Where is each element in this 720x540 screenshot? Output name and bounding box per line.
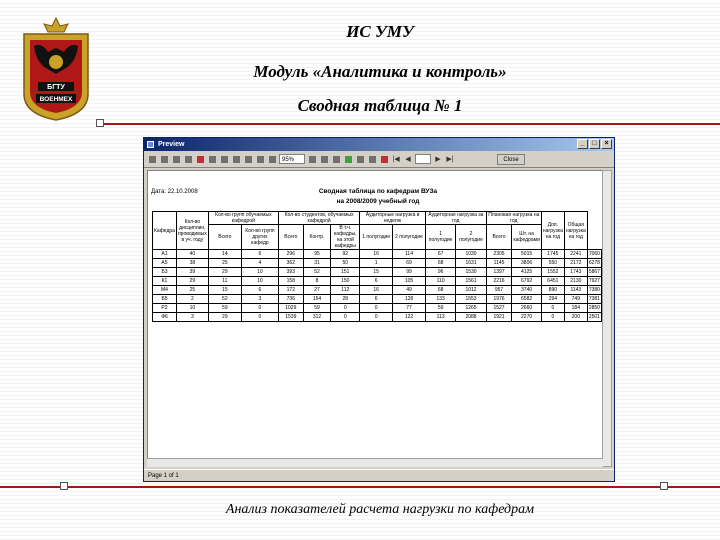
vertical-scrollbar[interactable]: [602, 170, 612, 467]
col-header: Кол-во дисциплин, проводимых в уч. году: [176, 212, 208, 250]
table-cell: 890: [541, 286, 564, 295]
divider-square-marker: [96, 119, 104, 127]
table-cell: 96: [425, 268, 455, 277]
table-cell: 1030: [456, 250, 486, 259]
table-cell: 393: [278, 268, 303, 277]
table-cell: 114: [393, 250, 426, 259]
col-header: 2 полугодие: [393, 225, 426, 250]
app-icon: [147, 141, 154, 148]
table-cell: 69: [393, 259, 426, 268]
table-cell: 29: [208, 313, 241, 322]
table-cell: 5867: [588, 269, 600, 275]
table-cell: 77: [393, 304, 426, 313]
col-header: 1 полугодие: [425, 225, 455, 250]
slide-title-line2: Модуль «Аналитика и контроль»: [253, 62, 507, 81]
table-cell: 59: [208, 304, 241, 313]
table-cell: 16: [360, 286, 393, 295]
table-cell: 52: [303, 268, 331, 277]
col-header: Всего: [208, 225, 241, 250]
horizontal-scrollbar[interactable]: [147, 458, 603, 467]
table-cell: 0: [360, 304, 393, 313]
table-cell: 2088: [456, 313, 486, 322]
table-row: [153, 313, 602, 322]
table-cell: 0: [331, 304, 360, 313]
table-cell: 11: [208, 277, 241, 286]
table-cell: 1976: [486, 295, 512, 304]
table-cell: 92: [331, 250, 360, 259]
report-title-line2: на 2008/2009 учебный год: [336, 198, 420, 205]
table-cell: 296: [278, 250, 303, 259]
table-row: [153, 295, 602, 304]
table-cell: 113: [425, 313, 455, 322]
table-row: [153, 250, 602, 259]
delete-page-icon[interactable]: [379, 154, 389, 164]
find-icon[interactable]: [219, 154, 229, 164]
table-cell: 1631: [456, 259, 486, 268]
footer-caption: Анализ показателей расчета нагрузки по кафедрам: [225, 502, 535, 517]
prev-page-icon[interactable]: ◀: [405, 156, 411, 163]
table-cell: 2501: [588, 314, 600, 320]
table-cell: 29: [208, 268, 241, 277]
table-cell: 158: [278, 277, 303, 286]
divider-square-marker: [660, 482, 668, 490]
slide-title-line1: ИС УМУ: [346, 22, 414, 41]
page-number-input[interactable]: [415, 154, 431, 164]
col-header: Кол-во групп других кафедр: [241, 225, 278, 250]
table-cell: 2216: [486, 277, 512, 286]
window-title: Preview: [158, 141, 185, 148]
table-cell: 1527: [486, 304, 512, 313]
preview-toolbar: [144, 151, 614, 168]
table-cell: 14: [208, 250, 241, 259]
table-cell: 112: [331, 286, 360, 295]
table-cell: 1745: [541, 250, 564, 259]
col-header: 1 полугодие: [360, 225, 393, 250]
top-divider: [100, 123, 720, 125]
multi-page-icon[interactable]: [255, 154, 265, 164]
table-cell: 7060: [588, 251, 600, 257]
table-cell: 6278: [588, 260, 600, 266]
close-button[interactable]: Close: [497, 154, 525, 165]
col-header: В т.ч. кафедры, на этой кафедры: [331, 225, 360, 250]
table-cell: 8: [303, 277, 331, 286]
table-cell: 0: [541, 304, 564, 313]
table-cell: 52: [208, 295, 241, 304]
table-cell: 38: [176, 259, 208, 268]
table-cell: А5: [153, 259, 177, 268]
table-cell: 6451: [541, 277, 564, 286]
open-icon[interactable]: [183, 154, 193, 164]
table-cell: 49: [393, 286, 426, 295]
table-cell: 28: [331, 295, 360, 304]
table-cell: Б5: [153, 295, 177, 304]
table-cell: 200: [564, 313, 587, 322]
table-cell: 25: [176, 286, 208, 295]
table-icon[interactable]: [331, 154, 341, 164]
table-cell: 67: [425, 250, 455, 259]
logo-text-bottom: ВОЕНМЕХ: [39, 96, 73, 103]
table-cell: 1029: [278, 304, 303, 313]
table-cell: 59: [425, 304, 455, 313]
table-cell: 15: [360, 268, 393, 277]
table-cell: 1553: [456, 295, 486, 304]
col-header: Контр.: [303, 225, 331, 250]
table-cell: 2305: [486, 250, 512, 259]
page-width-icon[interactable]: [267, 154, 277, 164]
table-cell: 6792: [512, 277, 542, 286]
table-cell: 27: [303, 286, 331, 295]
maximize-button[interactable]: □: [589, 139, 600, 149]
table-cell: 1: [360, 259, 393, 268]
divider-square-marker: [60, 482, 68, 490]
table-cell: 68: [425, 259, 455, 268]
table-cell: 1539: [278, 313, 303, 322]
table-cell: 39: [176, 268, 208, 277]
table-cell: 68: [425, 286, 455, 295]
table-cell: 59: [303, 304, 331, 313]
table-cell: 1921: [486, 313, 512, 322]
table-cell: 2270: [512, 313, 542, 322]
last-page-icon[interactable]: ▶|: [446, 156, 454, 163]
save-icon[interactable]: [171, 154, 181, 164]
table-cell: 362: [278, 259, 303, 268]
table-row: [153, 304, 602, 313]
export-pdf-icon[interactable]: [195, 154, 205, 164]
table-cell: 0: [241, 313, 278, 322]
table-cell: 0: [241, 304, 278, 313]
close-window-button[interactable]: ×: [601, 139, 612, 149]
table-cell: 2: [176, 295, 208, 304]
table-cell: 25: [208, 259, 241, 268]
page-setup-icon[interactable]: [159, 154, 169, 164]
table-cell: 749: [564, 295, 587, 304]
table-cell: 4: [241, 259, 278, 268]
table-cell: 294: [541, 295, 564, 304]
preview-window: [143, 137, 615, 482]
report-date: Дата: 22.10.2008: [151, 189, 198, 195]
table-cell: 99: [393, 268, 426, 277]
col-header: Доп. нагрузка на год: [541, 212, 564, 250]
table-cell: 957: [486, 286, 512, 295]
slide-title-line3: Сводная таблица № 1: [297, 96, 463, 115]
one-page-icon[interactable]: [231, 154, 241, 164]
window-titlebar[interactable]: [144, 138, 614, 151]
table-cell: К1: [153, 277, 177, 286]
table-cell: 736: [278, 295, 303, 304]
col-header: 2 полугодие: [456, 225, 486, 250]
two-pages-icon[interactable]: [243, 154, 253, 164]
zoom-tool-icon[interactable]: [355, 154, 365, 164]
table-row: [153, 268, 602, 277]
table-cell: 40: [176, 250, 208, 259]
table-cell: 2660: [512, 304, 542, 313]
table-cell: 15: [208, 286, 241, 295]
table-cell: 1552: [541, 268, 564, 277]
table-cell: 151: [331, 268, 360, 277]
table-cell: 10: [241, 277, 278, 286]
table-cell: 5015: [512, 250, 542, 259]
col-header: Кол-во студентов, обучаемых кафедрой: [278, 212, 359, 225]
zoom-select[interactable]: 95%: [279, 154, 305, 164]
table-cell: А1: [153, 250, 177, 259]
bottom-divider: [0, 486, 720, 488]
table-cell: Б3: [153, 268, 177, 277]
status-bar: Page 1 of 1: [144, 469, 614, 481]
table-cell: М4: [153, 286, 177, 295]
table-cell: 184: [564, 304, 587, 313]
table-cell: 154: [303, 295, 331, 304]
table-cell: 31: [303, 259, 331, 268]
table-cell: 1145: [486, 259, 512, 268]
table-cell: 6582: [512, 295, 542, 304]
table-cell: 2850: [588, 305, 600, 311]
zoom-in-icon[interactable]: [307, 154, 317, 164]
table-cell: 122: [393, 313, 426, 322]
table-cell: 2241: [564, 250, 587, 259]
col-header: Аудиторные нагрузка в неделю: [360, 212, 426, 225]
table-cell: 105: [393, 277, 426, 286]
table-cell: Ф6: [153, 313, 177, 322]
hand-tool-icon[interactable]: [343, 154, 353, 164]
col-header: Плановая нагрузка на год: [488, 212, 540, 224]
table-cell: 1397: [486, 268, 512, 277]
table-cell: 6: [360, 295, 393, 304]
table-cell: 7381: [588, 296, 600, 302]
table-cell: 95: [303, 250, 331, 259]
report-title: [278, 187, 478, 207]
table-cell: Р2: [153, 304, 177, 313]
edit-icon[interactable]: [367, 154, 377, 164]
table-cell: 128: [393, 295, 426, 304]
table-cell: 0: [541, 313, 564, 322]
table-cell: 3806: [512, 259, 542, 268]
table-cell: 133: [425, 295, 455, 304]
table-cell: 150: [331, 277, 360, 286]
table-cell: 7380: [588, 287, 600, 293]
summary-table: [152, 211, 602, 322]
table-row: [153, 286, 602, 295]
logo-text-top: БГТУ: [47, 84, 65, 91]
table-cell: 6: [360, 277, 393, 286]
table-cell: 1143: [564, 286, 587, 295]
print-icon[interactable]: [147, 154, 157, 164]
table-cell: 10: [176, 304, 208, 313]
table-cell: 6: [241, 250, 278, 259]
table-cell: 550: [541, 259, 564, 268]
col-header: Всего: [278, 225, 303, 250]
table-cell: 1530: [456, 268, 486, 277]
text-tool-icon[interactable]: [319, 154, 329, 164]
col-header: Всего: [486, 225, 512, 250]
table-cell: 1561: [456, 277, 486, 286]
table-cell: 3: [241, 295, 278, 304]
table-cell: 2172: [564, 259, 587, 268]
first-page-icon[interactable]: |◀: [392, 156, 400, 163]
table-cell: 1743: [564, 268, 587, 277]
table-cell: 50: [331, 259, 360, 268]
table-cell: 2130: [564, 277, 587, 286]
table-cell: 0: [360, 313, 393, 322]
table-row: [153, 277, 602, 286]
table-cell: 4125: [512, 268, 542, 277]
table-cell: 110: [425, 277, 455, 286]
col-header: Кол-во групп обучаемых кафедрой: [208, 212, 278, 225]
col-header: Кафедра: [153, 212, 177, 250]
table-cell: 10: [241, 268, 278, 277]
table-cell: 3: [176, 313, 208, 322]
table-cell: 1012: [456, 286, 486, 295]
table-cell: 6: [241, 286, 278, 295]
next-page-icon[interactable]: ▶: [435, 156, 441, 163]
report-page: [147, 170, 603, 467]
report-title-line1: Сводная таблица по кафедрам ВУЗа: [318, 188, 438, 195]
table-cell: 7927: [588, 278, 600, 284]
col-header: Шт. на кафедрами: [512, 225, 542, 250]
table-cell: 16: [360, 250, 393, 259]
table-cell: 1265: [456, 304, 486, 313]
col-header: Аудиторная нагрузка за год: [425, 212, 486, 225]
email-icon[interactable]: [207, 154, 217, 164]
table-row: [153, 259, 602, 268]
table-cell: 172: [278, 286, 303, 295]
table-body: [153, 250, 602, 322]
table-cell: 29: [176, 277, 208, 286]
university-crest-logo: [20, 14, 92, 122]
table-cell: 0: [331, 313, 360, 322]
table-cell: 312: [303, 313, 331, 322]
minimize-button[interactable]: _: [577, 139, 588, 149]
table-cell: 3740: [512, 286, 542, 295]
col-header: Общая нагрузка на год: [564, 212, 587, 250]
